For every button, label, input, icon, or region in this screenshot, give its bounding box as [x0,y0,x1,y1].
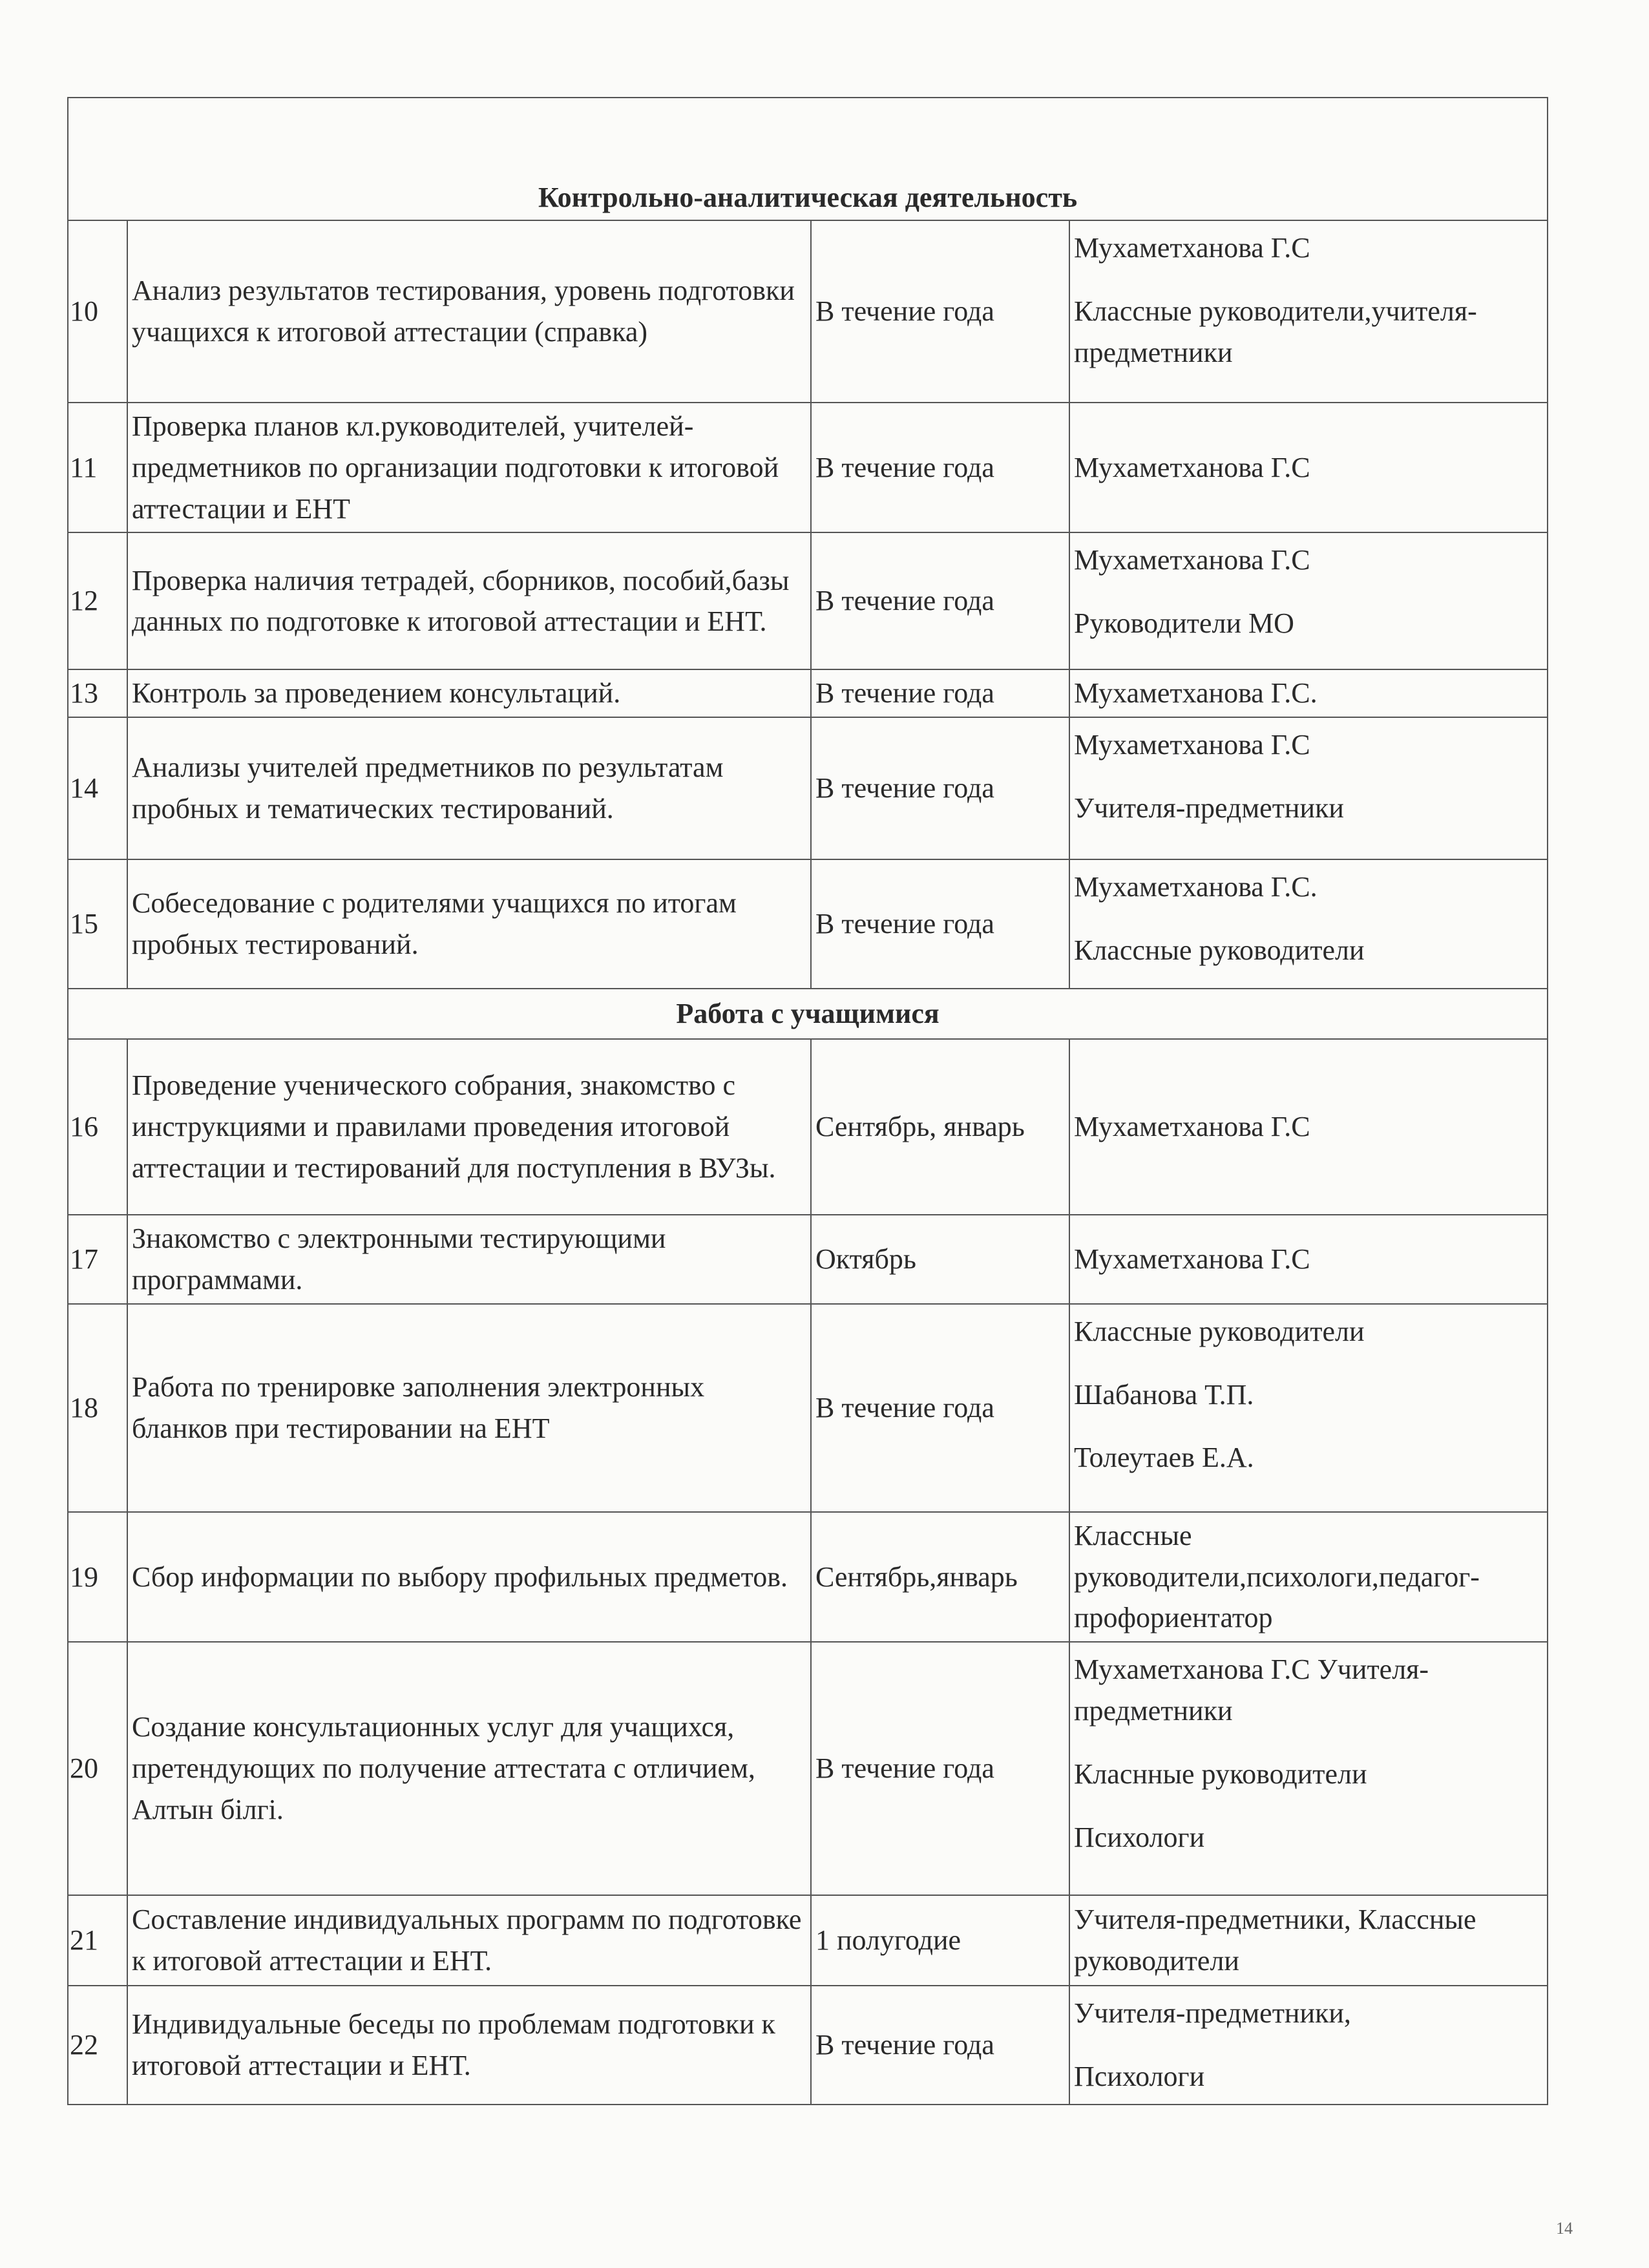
table-row [68,1986,1548,2105]
period-cell: В течение года [811,403,1069,532]
responsible-person: Мухаметханова Г.С [1074,1243,1310,1276]
activity-cell: Составление индивидуальных программ по подготовке к итоговой аттестации и ЕНТ. [127,1895,811,1986]
responsible-person: Мухаметханова Г.С. [1074,871,1318,903]
table-row [68,717,1548,859]
responsible-person: Мухаметханова Г.С Учителя-предметники [1074,1654,1429,1727]
page-number: 14 [1556,2219,1573,2238]
row-number: 14 [68,717,127,859]
row-number: 10 [68,220,127,403]
table-row [68,859,1548,989]
section-title: Контрольно-аналитическая деятельность [68,98,1548,220]
period-cell: Октябрь [811,1215,1069,1304]
table-row [68,1642,1548,1895]
activity-cell: Проверка планов кл.руководителей, учителей-предметников по организации подготовки к итоговой аттестации и ЕНТ [127,403,811,532]
responsible-person: Классные руководители [1074,1315,1365,1347]
period-cell: В течение года [811,669,1069,717]
responsible-cell [1069,1215,1548,1304]
responsible-person: Учителя-предметники, [1074,1997,1351,2030]
table-row [68,1512,1548,1642]
period-cell: В течение года [811,220,1069,403]
table-row [68,1215,1548,1304]
responsible-cell [1069,1512,1548,1642]
activity-cell: Собеседование с родителями учащихся по итогам пробных тестирований. [127,859,811,989]
table-row [68,669,1548,717]
responsible-person: Мухаметханова Г.С [1074,232,1310,264]
activity-cell: Работа по тренировке заполнения электронных бланков при тестировании на ЕНТ [127,1304,811,1512]
section-header-row [68,98,1548,220]
row-number: 19 [68,1512,127,1642]
row-number: 18 [68,1304,127,1512]
row-number: 16 [68,1039,127,1215]
row-number: 11 [68,403,127,532]
row-number: 22 [68,1986,127,2105]
responsible-person: Мухаметханова Г.С. [1074,677,1318,709]
activity-cell: Создание консультационных услуг для учащихся, претендующих по получение аттестата с отличием, Алтын білгі. [127,1642,811,1895]
table-row [68,1895,1548,1986]
activity-cell: Сбор информации по выбору профильных предметов. [127,1512,811,1642]
period-cell: В течение года [811,1304,1069,1512]
activity-cell: Индивидуальные беседы по проблемам подготовки к итоговой аттестации и ЕНТ. [127,1986,811,2105]
row-number: 15 [68,859,127,989]
responsible-person: Мухаметханова Г.С [1074,729,1310,761]
activity-cell: Проверка наличия тетрадей, сборников, пособий,базы данных по подготовке к итоговой аттестации и ЕНТ. [127,532,811,669]
responsible-person: Психологи [1074,1821,1205,1853]
responsible-cell [1069,1304,1548,1512]
period-cell: В течение года [811,1642,1069,1895]
responsible-cell [1069,717,1548,859]
activity-cell: Знакомство с электронными тестирующими программами. [127,1215,811,1304]
responsible-cell [1069,403,1548,532]
responsible-cell [1069,532,1548,669]
responsible-person: Классные руководители [1074,934,1365,966]
responsible-cell [1069,669,1548,717]
row-number: 13 [68,669,127,717]
responsible-cell [1069,220,1548,403]
responsible-person: Психологи [1074,2060,1205,2092]
period-cell: В течение года [811,1986,1069,2105]
responsible-person: Мухаметханова Г.С [1074,1111,1310,1143]
period-cell: В течение года [811,717,1069,859]
responsible-person: Мухаметханова Г.С [1074,451,1310,483]
section-header-row [68,989,1548,1039]
row-number: 21 [68,1895,127,1986]
row-number: 17 [68,1215,127,1304]
period-cell: Сентябрь,январь [811,1512,1069,1642]
period-cell: В течение года [811,532,1069,669]
responsible-cell [1069,1039,1548,1215]
plan-table-body [68,98,1548,2105]
responsible-person: Учителя-предметники [1074,792,1344,824]
responsible-person: Мухаметханова Г.С [1074,544,1310,576]
plan-table [67,97,1548,2105]
activity-cell: Контроль за проведением консультаций. [127,669,811,717]
table-row [68,220,1548,403]
responsible-person: Шабанова Т.П. [1074,1378,1254,1411]
period-cell: В течение года [811,859,1069,989]
responsible-person: Толеутаев Е.А. [1074,1442,1254,1474]
activity-cell: Проведение ученического собрания, знакомство с инструкциями и правилами проведения итоговой аттестации и тестирований для поступления в ВУЗы. [127,1039,811,1215]
activity-cell: Анализ результатов тестирования, уровень подготовки учащихся к итоговой аттестации (справка) [127,220,811,403]
responsible-person: Классные руководители,учителя-предметники [1074,295,1477,368]
responsible-person: Учителя-предметники, Классные руководители [1074,1904,1476,1977]
responsible-person: Классные руководители,психологи,педагог-профориентатор [1074,1519,1480,1634]
responsible-cell [1069,1642,1548,1895]
responsible-person: Руководители МО [1074,607,1294,640]
responsible-cell [1069,1986,1548,2105]
row-number: 20 [68,1642,127,1895]
responsible-person: Класнные руководители [1074,1758,1367,1790]
table-row [68,1304,1548,1512]
row-number: 12 [68,532,127,669]
table-row [68,403,1548,532]
period-cell: 1 полугодие [811,1895,1069,1986]
table-row [68,532,1548,669]
activity-cell: Анализы учителей предметников по результатам пробных и тематических тестирований. [127,717,811,859]
table-row [68,1039,1548,1215]
period-cell: Сентябрь, январь [811,1039,1069,1215]
responsible-cell [1069,859,1548,989]
responsible-cell [1069,1895,1548,1986]
section-title: Работа с учащимися [68,989,1548,1039]
